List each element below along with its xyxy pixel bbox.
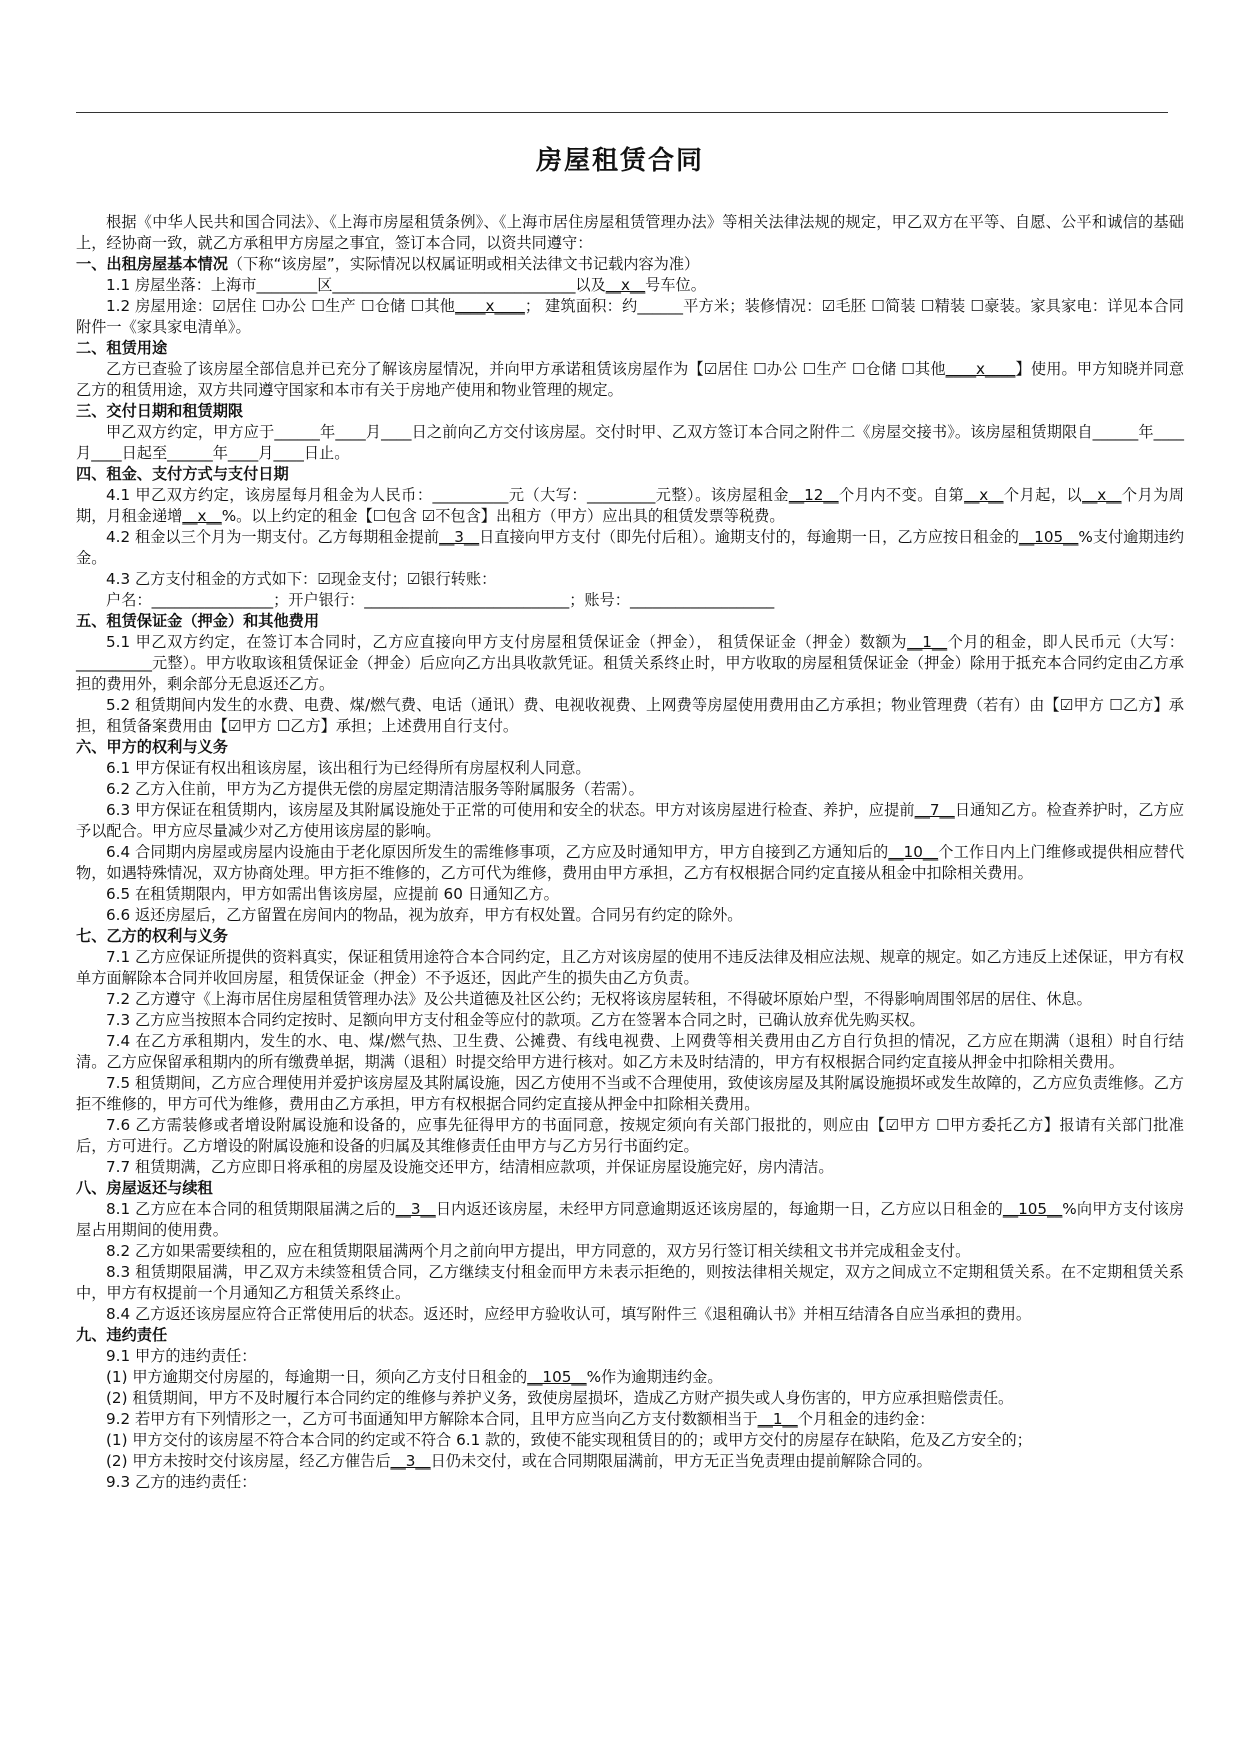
blank-value: __x__ xyxy=(605,276,646,294)
blank-value: __105__ xyxy=(1018,528,1079,546)
blank-value: __7__ xyxy=(914,801,955,819)
section-2-heading: 二、租赁用途 xyxy=(76,339,168,357)
clause-text: ； 建筑面积：约______平方米；装修情况：☑毛胚 ☐简装 ☐精装 ☐豪装。家具家电：详见本合同附件一《家具家电清单》。 xyxy=(76,297,1184,336)
blank-value: __10__ xyxy=(888,843,939,861)
blank-value: __x__ xyxy=(182,507,222,525)
clause-7-6: 7.6 乙方需装修或者增设附属设施和设备的，应事先征得甲方的书面同意，按规定须向有关部门报批的，则应由【☑甲方 ☐甲方委托乙方】报请有关部门批准后，方可进行。乙方增设的附属设施和设备的归属及其维修责任由甲方与乙方另行书面约定。 xyxy=(76,1116,1184,1155)
blank-value: __105__ xyxy=(1002,1200,1063,1218)
clause-text: %支付逾期违约金。 xyxy=(76,528,1185,567)
clause-text: (2) 甲方未按时交付该房屋，经乙方催告后 xyxy=(106,1452,391,1470)
clause-5-1 xyxy=(76,632,1184,695)
clause-text: 】使用。甲方知晓并同意乙方的租赁用途，双方共同遵守国家和本市有关于房地产使用和物业管理的规定。 xyxy=(76,360,1185,399)
clause-7-7: 7.7 租赁期满，乙方应即日将承租的房屋及设施交还甲方，结清相应款项，并保证房屋设施完好，房内清洁。 xyxy=(106,1158,834,1176)
clause-7-3: 7.3 乙方应当按照本合同约定按时、足额向甲方支付租金等应付的款项。乙方在签署本合同之时，已确认放弃优先购买权。 xyxy=(106,1011,925,1029)
clause-6-1: 6.1 甲方保证有权出租该房屋，该出租行为已经得所有房屋权利人同意。 xyxy=(106,759,591,777)
blank-value: __x__ xyxy=(964,486,1004,504)
clause-4-1 xyxy=(76,485,1184,527)
section-8-heading: 八、房屋返还与续租 xyxy=(76,1179,213,1197)
clause-text: %作为逾期违约金。 xyxy=(586,1368,723,1386)
clause-4-2 xyxy=(76,527,1184,569)
document-title: 房屋租赁合同 xyxy=(535,146,704,176)
blank-value: __12__ xyxy=(788,486,839,504)
blank-value: __1__ xyxy=(907,633,948,651)
section-7-heading: 七、乙方的权利与义务 xyxy=(76,927,228,945)
clause-text: %向甲方支付该房屋占用期间的使用费。 xyxy=(76,1200,1185,1239)
clause-text: 日通知乙方。检查养护时，乙方应予以配合。甲方应尽量减少对乙方使用该房屋的影响。 xyxy=(76,801,1185,840)
clause-8-2: 8.2 乙方如果需要续租的，应在租赁期限届满两个月之前向甲方提出，甲方同意的，双方另行签订相关续租文书并完成租金支付。 xyxy=(106,1242,971,1260)
clause-text: 个月为周期，月租金递增 xyxy=(76,486,1185,525)
clause-text: 1.1 房屋坐落：上海市________区________________________________以及 xyxy=(106,276,606,294)
clause-8-3: 8.3 租赁期限届满，甲乙双方未续签租赁合同，乙方继续支付租金而甲方未表示拒绝的，则按法律相关规定，双方之间成立不定期租赁关系。在不定期租赁关系中，甲方有权提前一个月通知乙方租赁关系终止。 xyxy=(76,1263,1184,1302)
blank-value: __3__ xyxy=(390,1452,431,1470)
clause-9-2 xyxy=(76,1409,1184,1430)
clause-8-4: 8.4 乙方返还该房屋应符合正常使用后的状态。返还时，应经甲方验收认可，填写附件三《退租确认书》并相互结清各自应当承担的费用。 xyxy=(106,1305,1032,1323)
clause-6-4 xyxy=(76,842,1184,884)
clause-9-2-item-1: (1) 甲方交付的该房屋不符合本合同的约定或不符合 6.1 款的，致使不能实现租赁目的的；或甲方交付的房屋存在缺陷，危及乙方安全的； xyxy=(106,1431,1032,1449)
account-line: 户名：________________；开户银行：___________________________；账号：___________________ xyxy=(106,591,775,609)
clause-7-5: 7.5 租赁期间，乙方应合理使用并爱护该房屋及其附属设施，因乙方使用不当或不合理使用，致使该房屋及其附属设施损坏或发生故障的，乙方应负责维修。乙方拒不维修的，甲方可代为维修，费用由乙方承担，甲方有权根据合同约定直接从押金中扣除相关费用。 xyxy=(76,1074,1184,1113)
contract-body xyxy=(76,212,1184,1493)
clause-text: 日直接向甲方支付（即先付后租）。逾期支付的，每逾期一日，乙方应按日租金的 xyxy=(479,528,1019,546)
clause-9-1-item-1 xyxy=(76,1367,1184,1388)
clause-text: 日仍未交付，或在合同期限届满前，甲方无正当免责理由提前解除合同的。 xyxy=(430,1452,932,1470)
clause-6-5: 6.5 在租赁期限内，甲方如需出售该房屋，应提前 60 日通知乙方。 xyxy=(106,885,559,903)
blank-value: __105__ xyxy=(527,1368,587,1386)
section-6-heading: 六、甲方的权利与义务 xyxy=(76,738,228,756)
blank-value: __3__ xyxy=(395,1200,436,1218)
clause-5-2: 5.2 租赁期间内发生的水费、电费、煤/燃气费、电话（通讯）费、电视收视费、上网费等房屋使用费用由乙方承担；物业管理费（若有）由【☑甲方 ☐乙方】承担，租赁备案费用由【☑甲方 ☐乙方】承担；上述费用自行支付。 xyxy=(76,696,1184,735)
clause-text: 个月租金的违约金： xyxy=(797,1410,935,1428)
clause-6-2: 6.2 乙方入住前，甲方为乙方提供无偿的房屋定期清洁服务等附属服务（若需）。 xyxy=(106,780,644,798)
section-5-heading: 五、租赁保证金（押金）和其他费用 xyxy=(76,612,319,630)
clause-8-1 xyxy=(76,1199,1184,1241)
section-1-heading xyxy=(76,254,1184,275)
clause-9-1: 9.1 甲方的违约责任： xyxy=(106,1347,257,1365)
clause-text: 4.2 租金以三个月为一期支付。乙方每期租金提前 xyxy=(106,528,440,546)
clause-text: 6.3 甲方保证在租赁期内，该房屋及其附属设施处于正常的可使用和安全的状态。甲方对该房屋进行检查、养护，应提前 xyxy=(106,801,915,819)
clause-text: 9.2 若甲方有下列情形之一，乙方可书面通知甲方解除本合同，且甲方应当向乙方支付数额相当于 xyxy=(106,1410,758,1428)
clause-3: 甲乙双方约定，甲方应于______年____月____日之前向乙方交付该房屋。交付时甲、乙双方签订本合同之附件二《房屋交接书》。该房屋租赁期限自______年____月____日起至______年____月____日止。 xyxy=(76,423,1184,462)
clause-4-3: 4.3 乙方支付租金的方式如下：☑现金支付；☑银行转账： xyxy=(106,570,497,588)
clause-text: 8.1 乙方应在本合同的租赁期限届满之后的 xyxy=(106,1200,396,1218)
clause-1-2 xyxy=(76,296,1184,338)
clause-text: 6.4 合同期内房屋或房屋内设施由于老化原因所发生的需维修事项，乙方应及时通知甲方，甲方自接到乙方通知后的 xyxy=(106,843,889,861)
blank-value: __3__ xyxy=(439,528,480,546)
clause-text: %。以上约定的租金【☐包含 ☑不包含】出租方（甲方）应出具的租赁发票等税费。 xyxy=(221,507,785,525)
section-3-heading: 三、交付日期和租赁期限 xyxy=(76,402,244,420)
clause-text: (1) 甲方逾期交付房屋的，每逾期一日，须向乙方支付日租金的 xyxy=(106,1368,528,1386)
clause-1-1 xyxy=(76,275,1184,296)
clause-7-4: 7.4 在乙方承租期内，发生的水、电、煤/燃气热、卫生费、公摊费、有线电视费、上网费等相关费用由乙方自行负担的情况，乙方应在期满（退租）时自行结清。乙方应保留承租期内的所有缴费单据，期满（退租）时提交给甲方进行核对。如乙方未及时结清的，甲方有权根据合同约定直接从押金中扣除相关费用。 xyxy=(76,1032,1184,1071)
clause-2 xyxy=(76,359,1184,401)
clause-7-2: 7.2 乙方遵守《上海市居住房屋租赁管理办法》及公共道德及社区公约；无权将该房屋转租，不得破坏原始户型，不得影响周围邻居的居住、休息。 xyxy=(106,990,1092,1008)
clause-text: 乙方已查验了该房屋全部信息并已充分了解该房屋情况，并向甲方承诺租赁该房屋作为【☑居住 ☐办公 ☐生产 ☐仓储 ☐其他 xyxy=(106,360,946,378)
section-9-heading: 九、违约责任 xyxy=(76,1326,168,1344)
clause-6-6: 6.6 返还房屋后，乙方留置在房间内的物品，视为放弃，甲方有权处置。合同另有约定的除外。 xyxy=(106,906,743,924)
blank-value: __x__ xyxy=(1082,486,1122,504)
clause-7-1: 7.1 乙方应保证所提供的资料真实，保证租赁用途符合本合同约定，且乙方对该房屋的使用不违反法律及相应法规、规章的规定。如乙方违反上述保证，甲方有权单方面解除本合同并收回房屋，租赁保证金（押金）不予返还，因此产生的损失由乙方负责。 xyxy=(76,948,1184,987)
clause-text: 4.1 甲乙双方约定，该房屋每月租金为人民币：__________元（大写：_________元整）。该房屋租金 xyxy=(106,486,789,504)
clause-text: 日内返还该房屋，未经甲方同意逾期返还该房屋的，每逾期一日，乙方应以日租金的 xyxy=(435,1200,1003,1218)
clause-text: 个月内不变。自第 xyxy=(838,486,965,504)
clause-text: 1.2 房屋用途：☑居住 ☐办公 ☐生产 ☐仓储 ☐其他 xyxy=(106,297,456,315)
header-rule xyxy=(76,112,1168,113)
section-4-heading: 四、租金、支付方式与支付日期 xyxy=(76,465,289,483)
clause-text: 号车位。 xyxy=(645,276,706,294)
clause-9-2-item-2 xyxy=(76,1451,1184,1472)
section-note: （下称“该房屋”，实际情况以权属证明或相关法律文书记载内容为准） xyxy=(227,255,700,273)
blank-value: ____x____ xyxy=(945,360,1016,378)
blank-value: ____x____ xyxy=(455,297,525,315)
clause-9-1-item-2: (2) 租赁期间，甲方不及时履行本合同约定的维修与养护义务，致使房屋损坏，造成乙方财产损失或人身伤害的，甲方应承担赔偿责任。 xyxy=(106,1389,1014,1407)
clause-text: 5.1 甲乙双方约定，在签订本合同时，乙方应直接向甲方支付房屋租赁保证金（押金）， 租赁保证金（押金）数额为 xyxy=(106,633,908,651)
section-heading-text: 一、出租房屋基本情况 xyxy=(76,255,228,273)
blank-value: __1__ xyxy=(757,1410,798,1428)
clause-9-3: 9.3 乙方的违约责任： xyxy=(106,1473,257,1491)
preamble: 根据《中华人民共和国合同法》、《上海市房屋租赁条例》、《上海市居住房屋租赁管理办法》等相关法律法规的规定，甲乙双方在平等、自愿、公平和诚信的基础上，经协商一致，就乙方承租甲方房屋之事宜，签订本合同，以资共同遵守： xyxy=(76,213,1184,252)
clause-6-3 xyxy=(76,800,1184,842)
clause-text: 个工作日内上门维修或提供相应替代物，如遇特殊情况，双方协商处理。甲方拒不维修的，乙方可代为维修，费用由甲方承担，乙方有权根据合同约定直接从租金中扣除相关费用。 xyxy=(76,843,1185,882)
clause-text: 个月起，以 xyxy=(1003,486,1083,504)
clause-text: 个月的租金，即人民币元（大写：__________元整）。甲方收取该租赁保证金（押金）后应向乙方出具收款凭证。租赁关系终止时，甲方收取的房屋租赁保证金（押金）除用于抵充本合同约定由乙方承担的费用外，剩余部分无息返还乙方。 xyxy=(76,633,1184,693)
